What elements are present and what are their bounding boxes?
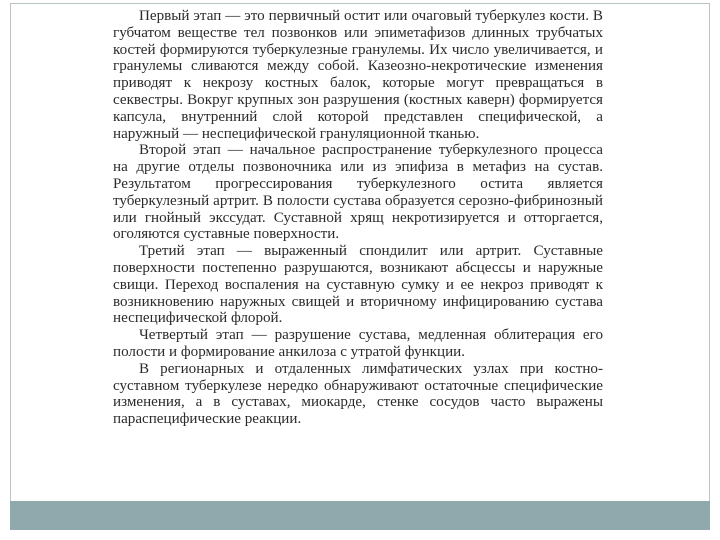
footer-bar (10, 501, 710, 530)
paragraph-lymph-nodes: В регионарных и отдаленных лимфатических узлах при костно-суставном туберкулезе нередко обнаруживают остаточные специфические изменения, а в суставах, миокарде, стенке сосудов часто выражены параспецифические реакции. (113, 360, 603, 428)
document-page (113, 8, 603, 502)
paragraph-stage-1: Первый этап — это первичный остит или очаговый туберкулез кости. В губчатом веществе тел позвонков или эпиметафизов длинных трубчатых костей формируются туберкулезные гранулемы. Их число увеличивается, и гранулемы сливаются между собой. Казеозно-некротические изменения приводят к некрозу костных балок, которые могут превращаться в секвестры. Вокруг крупных зон разрушения (костных каверн) формируется капсула, внутренний слой которой представлен специфической, а наружный — неспецифической грануляционной тканью. (113, 8, 603, 142)
paragraph-stage-3: Третий этап — выраженный спондилит или артрит. Суставные поверхности постепенно разрушаются, возникают абсцессы и наружные свищи. Переход воспаления на суставную сумку и ее некроз приводят к возникновению наружных свищей и вторичному инфицированию сустава неспецифической флорой. (113, 243, 603, 327)
paragraph-stage-4: Четвертый этап — разрушение сустава, медленная облитерация его полости и формирование анкилоза с утратой функции. (113, 327, 603, 360)
paragraph-stage-2: Второй этап — начальное распространение туберкулезного процесса на другие отделы позвоночника или из эпифиза в метафиз на сустав. Результатом прогрессирования туберкулезного остита является туберкулезный артрит. В полости сустава образуется серозно-фибринозный или гнойный экссудат. Суставной хрящ некротизируется и отторгается, оголяются суставные поверхности. (113, 142, 603, 243)
